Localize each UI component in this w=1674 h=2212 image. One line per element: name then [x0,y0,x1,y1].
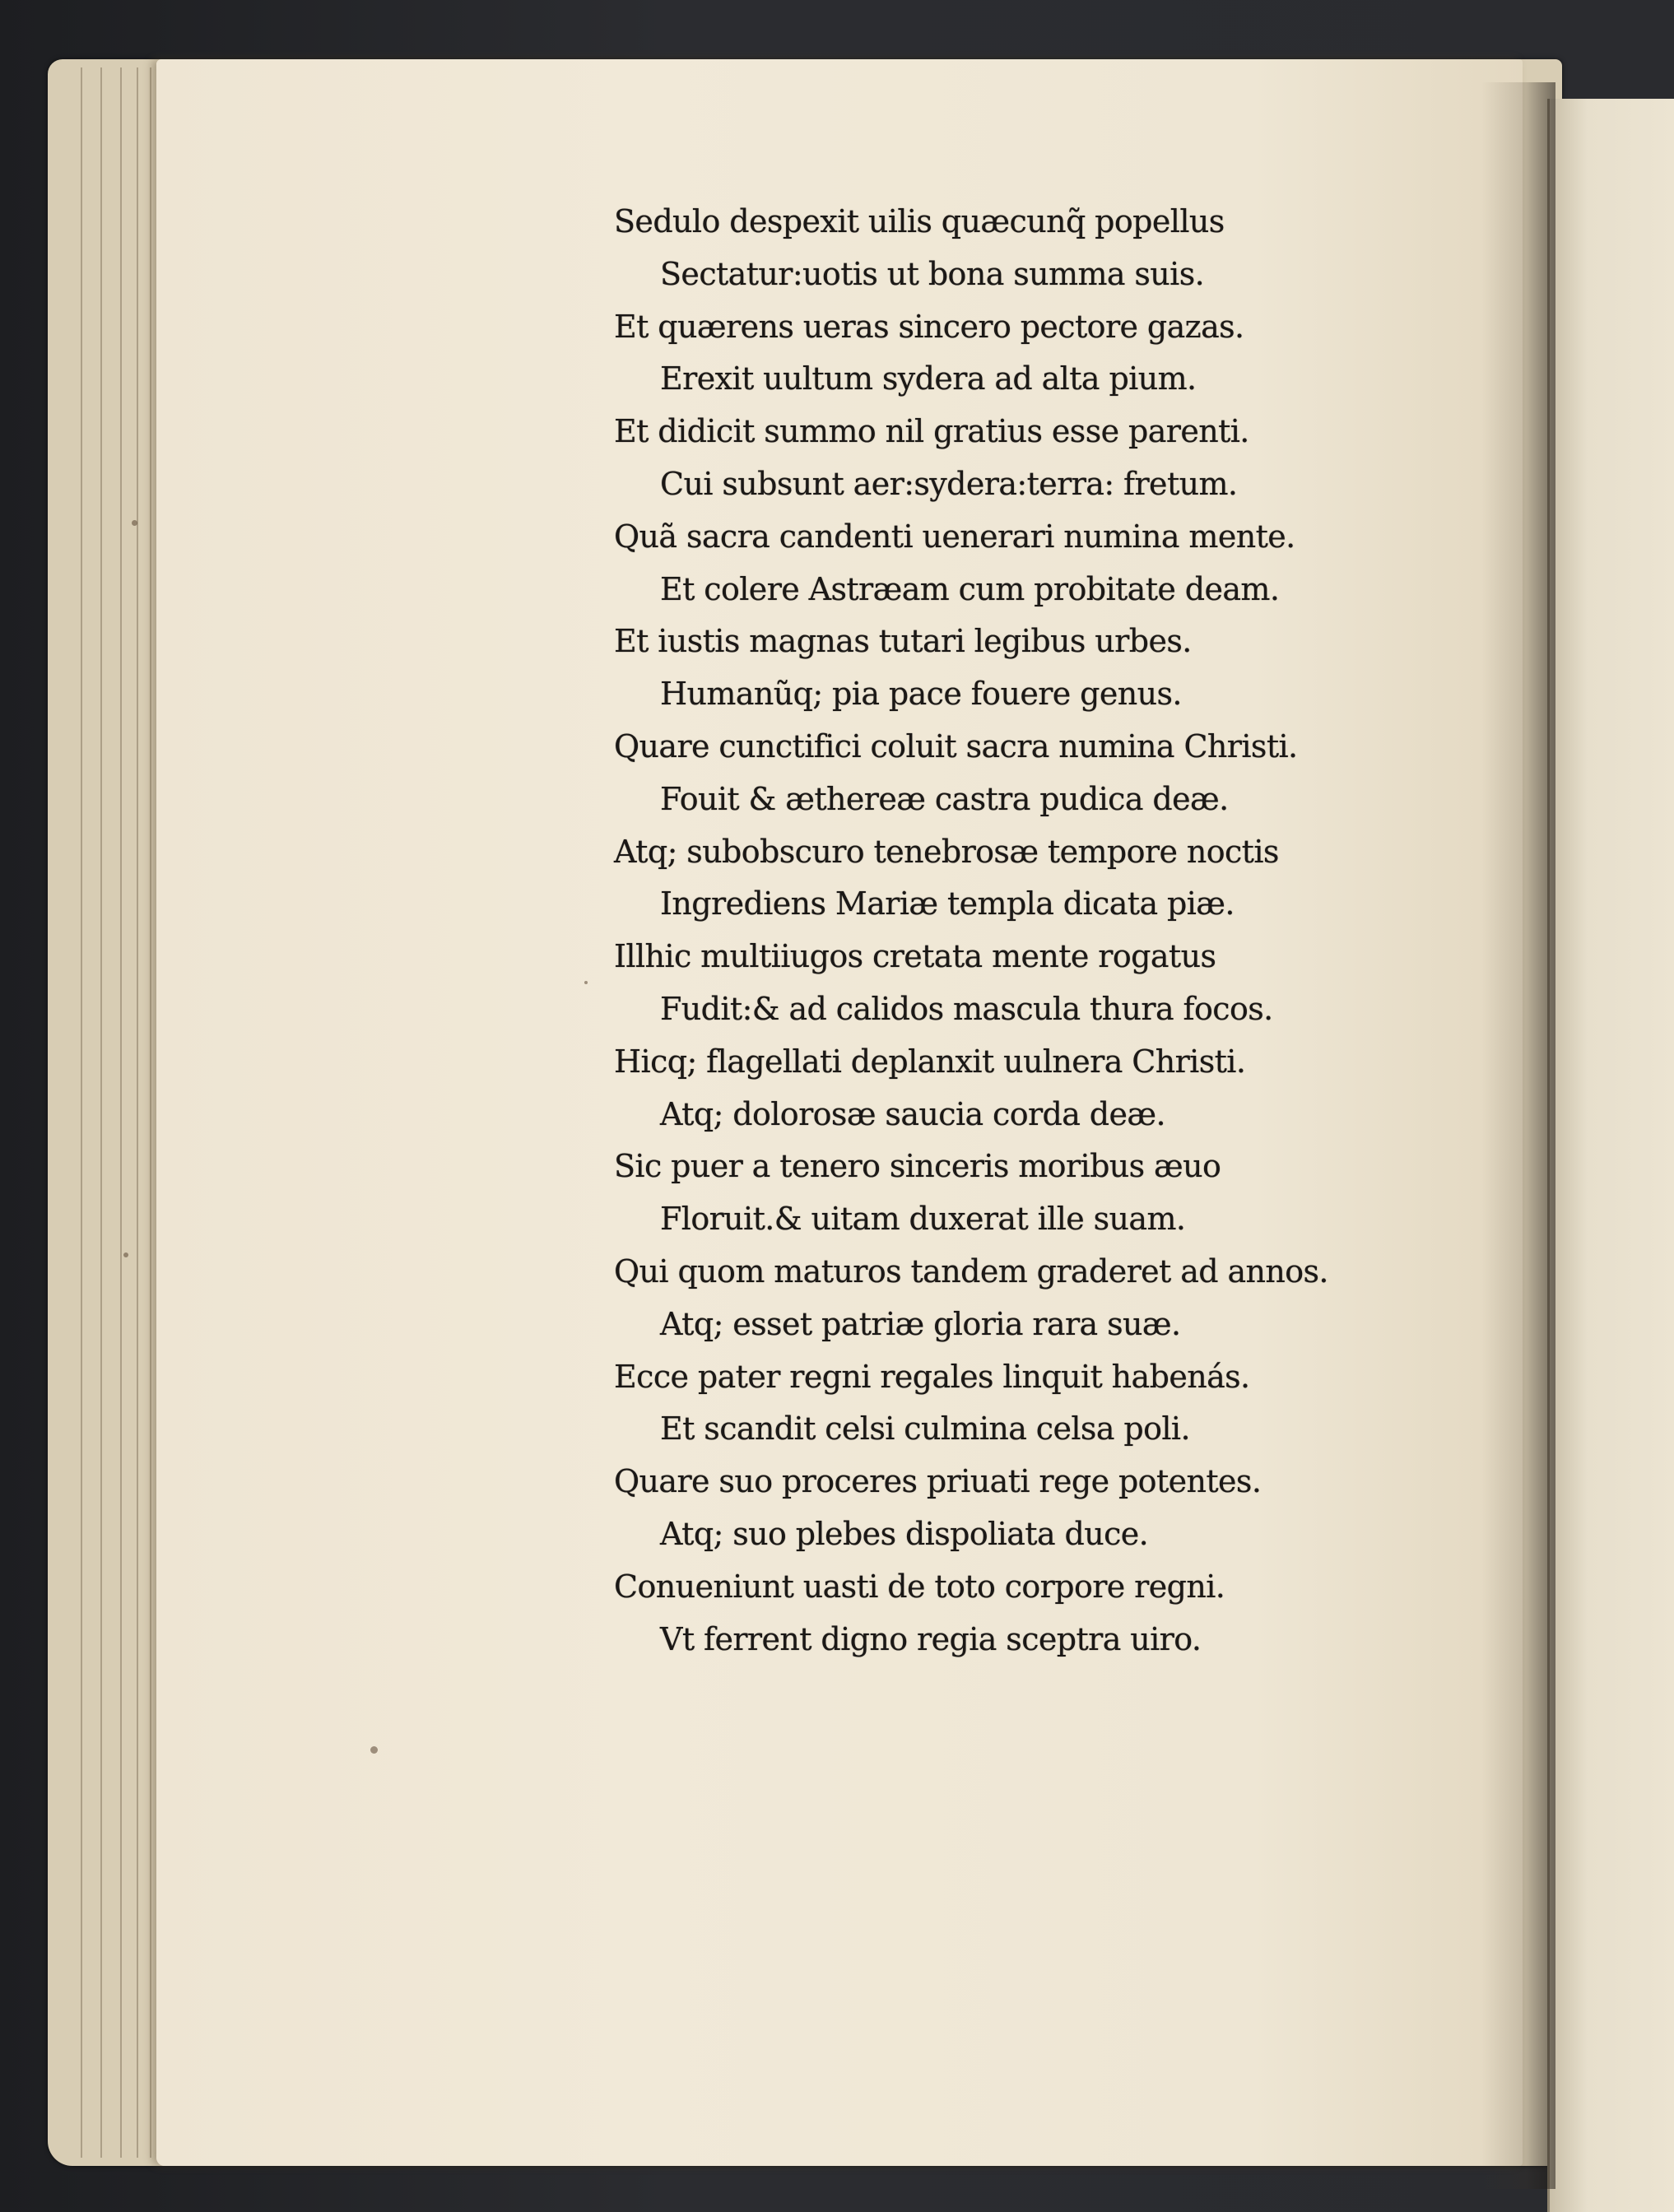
poem-line: Qui quom maturos tandem graderet ad annos. [614,1252,1328,1290]
poem-line: Conueniunt uasti de toto corpore regni. [614,1568,1225,1605]
poem-line: Quare suo proceres priuati rege potentes. [614,1463,1262,1500]
poem-line: Fouit & æthereæ castra pudica deæ. [660,780,1229,817]
poem-line: Et didicit summo nil gratius esse parenti. [614,413,1249,450]
foxing-spot [370,1746,378,1754]
page-edge [81,67,82,2158]
poem-line: Erexit uultum sydera ad alta pium. [660,360,1197,397]
poem-line: Quare cunctifici coluit sacra numina Christi. [614,727,1298,764]
foxing-spot [123,1252,128,1257]
facing-page-edge [1547,99,1674,2212]
poem-line: Atq; dolorosæ saucia corda deæ. [660,1095,1166,1132]
poem-line: Sectatur:uotis ut bona summa suis. [660,255,1205,292]
poem-line: Humanũq; pia pace fouere genus. [660,676,1182,713]
poem-line: Ingrediens Mariæ templa dicata piæ. [660,885,1235,922]
page-edge [100,67,102,2158]
poem-text [614,196,1453,1666]
poem-line: Hicq; flagellati deplanxit uulnera Christi. [614,1043,1246,1080]
poem-line: Et quærens ueras sincero pectore gazas. [614,308,1244,345]
page-edge [137,67,138,2158]
poem-line: Sedulo despexit uilis quæcunq̃ popellus [614,203,1225,239]
foxing-spot [132,520,137,526]
page-edge [120,67,122,2158]
poem-line: Floruit.& uitam duxerat ille suam. [660,1201,1186,1238]
poem-line: Quã sacra candenti uenerari numina mente. [614,518,1295,555]
foxing-spot [584,981,588,984]
poem-line: Sic puer a tenero sinceris moribus æuo [614,1148,1221,1185]
poem-line: Illhic multiiugos cretata mente rogatus [614,938,1216,975]
poem-line: Atq; subobscuro tenebrosæ tempore noctis [614,833,1279,870]
poem-line: Vt ferrent digno regia sceptra uiro. [660,1620,1202,1657]
poem-line: Ecce pater regni regales linquit habenás. [614,1358,1250,1395]
poem-line: Cui subsunt aer:sydera:terra: fretum. [660,465,1238,502]
poem-line: Et colere Astræam cum probitate deam. [660,570,1280,607]
poem-line: Atq; esset patriæ gloria rara suæ. [660,1305,1181,1342]
poem-line: Et iustis magnas tutari legibus urbes. [614,623,1192,660]
poem-line: Fudit:& ad calidos mascula thura focos. [660,990,1273,1027]
poem-line: Et scandit celsi culmina celsa poli. [660,1410,1190,1448]
poem-line: Atq; suo plebes dispoliata duce. [660,1515,1149,1552]
page-edge [150,67,151,2158]
